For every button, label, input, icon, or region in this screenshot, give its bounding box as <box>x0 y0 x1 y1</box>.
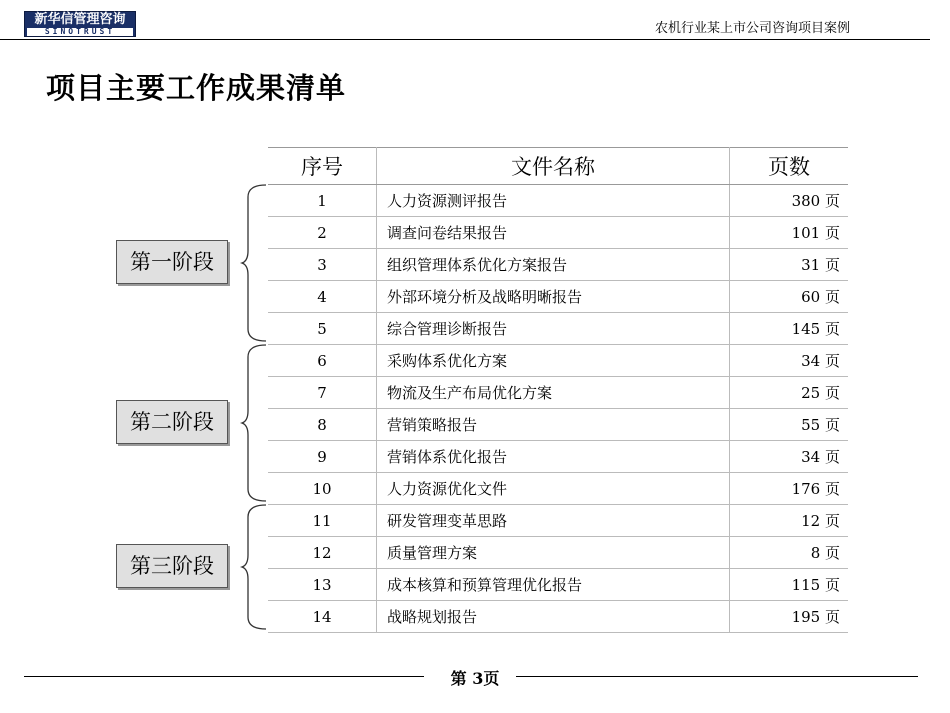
document-name-cell: 战略规划报告 <box>377 601 730 633</box>
row-number-cell: 14 <box>268 601 377 633</box>
page-count-cell: 176 页 <box>730 473 849 505</box>
page-count-cell: 12 页 <box>730 505 849 537</box>
table-row <box>268 249 848 281</box>
page-count-cell: 195 页 <box>730 601 849 633</box>
document-name-cell: 人力资源优化文件 <box>377 473 730 505</box>
logo-english-name: SINOTRUST <box>27 28 133 36</box>
page-count-cell: 25 页 <box>730 377 849 409</box>
company-logo <box>24 11 136 37</box>
stage-3-bracket <box>240 503 270 631</box>
table-row <box>268 345 848 377</box>
column-header-page-count: 页数 <box>730 148 849 185</box>
row-number-cell: 2 <box>268 217 377 249</box>
row-number-cell: 12 <box>268 537 377 569</box>
table-row <box>268 409 848 441</box>
row-number-cell: 7 <box>268 377 377 409</box>
page-title: 项目主要工作成果清单 <box>46 71 347 105</box>
table-row <box>268 537 848 569</box>
document-name-cell: 人力资源测评报告 <box>377 185 730 217</box>
document-name-cell: 成本核算和预算管理优化报告 <box>377 569 730 601</box>
table-row <box>268 473 848 505</box>
page-count-cell: 380 页 <box>730 185 849 217</box>
table-header-row <box>268 148 848 185</box>
row-number-cell: 3 <box>268 249 377 281</box>
table-row <box>268 281 848 313</box>
logo-chinese-name: 新华信管理咨询 <box>34 12 126 27</box>
document-name-cell: 综合管理诊断报告 <box>377 313 730 345</box>
row-number-cell: 10 <box>268 473 377 505</box>
page-count-cell: 34 页 <box>730 441 849 473</box>
document-name-cell: 外部环境分析及战略明晰报告 <box>377 281 730 313</box>
page-count-cell: 55 页 <box>730 409 849 441</box>
table-row <box>268 505 848 537</box>
table-row <box>268 569 848 601</box>
stage-2-label: 第二阶段 <box>116 400 228 444</box>
row-number-cell: 13 <box>268 569 377 601</box>
stage-3-label: 第三阶段 <box>116 544 228 588</box>
document-name-cell: 采购体系优化方案 <box>377 345 730 377</box>
document-name-cell: 研发管理变革思路 <box>377 505 730 537</box>
page-count-cell: 60 页 <box>730 281 849 313</box>
row-number-cell: 5 <box>268 313 377 345</box>
page-count-cell: 145 页 <box>730 313 849 345</box>
stage-1-bracket <box>240 183 270 343</box>
row-number-cell: 11 <box>268 505 377 537</box>
table-row <box>268 377 848 409</box>
column-header-document-name: 文件名称 <box>377 148 730 185</box>
table-row <box>268 217 848 249</box>
stage-2-bracket <box>240 343 270 503</box>
row-number-cell: 1 <box>268 185 377 217</box>
row-number-cell: 6 <box>268 345 377 377</box>
document-name-cell: 物流及生产布局优化方案 <box>377 377 730 409</box>
header-subtitle: 农机行业某上市公司咨询项目案例 <box>654 21 850 36</box>
stage-1-label: 第一阶段 <box>116 240 228 284</box>
table-body <box>268 185 848 633</box>
page-count-cell: 115 页 <box>730 569 849 601</box>
page-count-cell: 101 页 <box>730 217 849 249</box>
document-name-cell: 质量管理方案 <box>377 537 730 569</box>
table-row <box>268 313 848 345</box>
document-name-cell: 营销体系优化报告 <box>377 441 730 473</box>
row-number-cell: 9 <box>268 441 377 473</box>
page-number: 第 3页 <box>450 669 500 688</box>
header-divider <box>0 39 930 40</box>
page-count-cell: 34 页 <box>730 345 849 377</box>
deliverables-table <box>268 147 848 633</box>
table-row <box>268 441 848 473</box>
document-name-cell: 组织管理体系优化方案报告 <box>377 249 730 281</box>
table-row <box>268 185 848 217</box>
page-count-cell: 8 页 <box>730 537 849 569</box>
table-row <box>268 601 848 633</box>
document-name-cell: 营销策略报告 <box>377 409 730 441</box>
document-name-cell: 调查问卷结果报告 <box>377 217 730 249</box>
row-number-cell: 4 <box>268 281 377 313</box>
column-header-number: 序号 <box>268 148 377 185</box>
page-count-cell: 31 页 <box>730 249 849 281</box>
row-number-cell: 8 <box>268 409 377 441</box>
